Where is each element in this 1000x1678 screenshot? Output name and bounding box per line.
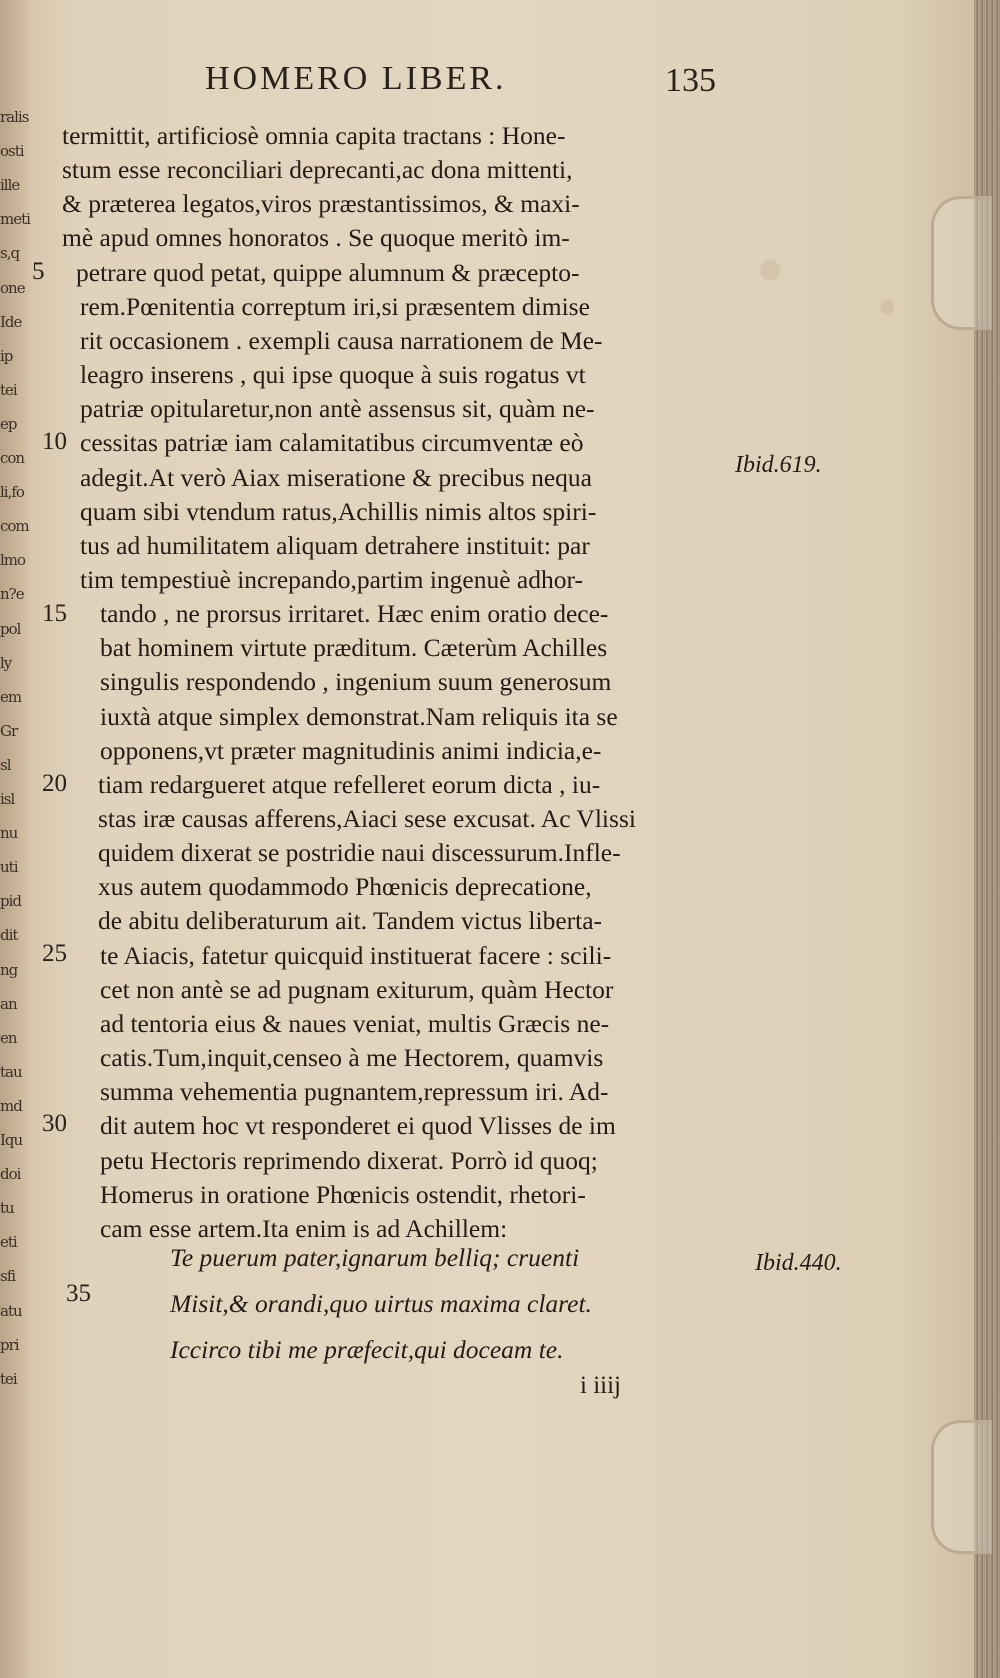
text-line: & præterea legatos,viros præstantissimos, & maxi- xyxy=(62,189,580,219)
facing-page-fragment: tu xyxy=(0,1199,14,1218)
facing-page-fragment: tau xyxy=(0,1062,22,1081)
facing-page-fragment: Gr xyxy=(0,721,18,740)
facing-page-fragment: pri xyxy=(0,1335,19,1354)
facing-page-fragment: lmo xyxy=(0,551,26,570)
facing-page-fragment: em xyxy=(0,687,22,706)
margin-note: Ibid.440. xyxy=(755,1250,842,1276)
facing-page-fragment: isl xyxy=(0,790,15,808)
facing-page-fragment: con xyxy=(0,449,25,467)
margin-note: Ibid.619. xyxy=(735,452,822,478)
text-line: Homerus in oratione Phœnicis ostendit, rhetori- xyxy=(100,1179,586,1209)
line-number: 25 xyxy=(42,940,67,967)
text-line: summa vehementia pugnantem,repressum iri. Ad- xyxy=(100,1077,609,1107)
text-line: tando , ne prorsus irritaret. Hæc enim oratio dece- xyxy=(100,599,609,629)
facing-page-fragment: en xyxy=(0,1028,17,1047)
line-number: 35 xyxy=(66,1280,91,1307)
facing-page-fragment: ralis xyxy=(0,108,29,126)
text-line: rit occasionem . exempli causa narrationem de Me- xyxy=(80,325,603,355)
facing-page-fragment: ly xyxy=(0,653,12,672)
text-line: cessitas patriæ iam calamitatibus circumventæ eò xyxy=(80,428,584,458)
text-line: cet non antè se ad pugnam exiturum, quàm Hector xyxy=(100,974,614,1004)
verse-line: Misit,& orandi,quo uirtus maxima claret. xyxy=(170,1289,592,1318)
text-line: rem.Pœnitentia correptum iri,si præsentem dimise xyxy=(80,291,590,321)
facing-page-fragment: tei xyxy=(0,380,17,399)
facing-page-fragment: ip xyxy=(0,346,13,365)
facing-page-fragment: tei xyxy=(0,1369,17,1388)
facing-page-fragment: sfi xyxy=(0,1267,16,1286)
text-line: dit autem hoc vt responderet ei quod Vlisses de im xyxy=(100,1111,616,1141)
paper-stain xyxy=(880,300,894,314)
facing-page-fragment: dit xyxy=(0,926,18,945)
text-line: te Aiacis, fatetur quicquid instituerat facere : scili- xyxy=(100,940,612,970)
clasp-bottom xyxy=(931,1420,992,1554)
facing-page-fragment: osti xyxy=(0,142,24,161)
facing-page-fragment: eti xyxy=(0,1233,17,1252)
facing-page-fragment: li,fo xyxy=(0,483,24,502)
text-line: xus autem quodammodo Phœnicis deprecatione, xyxy=(98,872,592,902)
facing-page-fragment: com xyxy=(0,517,29,536)
facing-page-fragment: s,q xyxy=(0,244,20,263)
text-line: tiam redargueret atque refelleret eorum dicta , iu- xyxy=(98,769,601,799)
text-line: quidem dixerat se postridie naui discessurum.Infle- xyxy=(98,838,621,868)
paper-stain xyxy=(760,260,780,280)
text-line: de abitu deliberaturum ait. Tandem victus liberta- xyxy=(98,906,603,936)
facing-page-fragment: pid xyxy=(0,892,22,911)
page-number: 135 xyxy=(665,62,716,99)
text-line: stum esse reconciliari deprecanti,ac dona mittenti, xyxy=(62,155,573,185)
text-line: petrare quod petat, quippe alumnum & præcepto- xyxy=(76,257,580,287)
facing-page-gutter xyxy=(0,0,32,1678)
verse-line: Iccirco tibi me præfecit,qui doceam te. xyxy=(170,1335,564,1364)
running-header: HOMERO LIBER. xyxy=(205,60,507,97)
text-line: singulis respondendo , ingenium suum generosum xyxy=(100,667,612,697)
text-line: adegit.At verò Aiax miseratione & precibus nequa xyxy=(80,462,592,492)
text-line: petu Hectoris reprimendo dixerat. Porrò id quoq; xyxy=(100,1145,598,1175)
text-line: stas iræ causas afferens,Aiaci sese excusat. Ac Vlissi xyxy=(98,804,636,833)
text-line: mè apud omnes honoratos . Se quoque meritò im- xyxy=(62,223,570,253)
clasp-top xyxy=(931,196,992,330)
facing-page-fragment: ng xyxy=(0,960,18,979)
line-number: 5 xyxy=(32,258,45,285)
text-line: bat hominem virtute præditum. Cæterùm Achilles xyxy=(100,633,608,663)
facing-page-fragment: Iqu xyxy=(0,1131,23,1149)
text-line: patriæ opitularetur,non antè assensus sit, quàm ne- xyxy=(80,394,595,424)
line-number: 20 xyxy=(42,770,67,797)
text-line: tus ad humilitatem aliquam detrahere instituit: par xyxy=(80,530,590,560)
text-line: quam sibi vtendum ratus,Achillis nimis altos spiri- xyxy=(80,496,597,526)
text-line: iuxtà atque simplex demonstrat.Nam reliquis ita se xyxy=(100,701,618,731)
facing-page-fragment: nu xyxy=(0,824,18,843)
text-line: termittit, artificiosè omnia capita tractans : Hone- xyxy=(62,121,566,150)
facing-page-fragment: n?e xyxy=(0,585,24,604)
facing-page-fragment: atu xyxy=(0,1301,22,1320)
facing-page-fragment: pol xyxy=(0,619,21,638)
facing-page-fragment: sl xyxy=(0,755,11,774)
text-line: cam esse artem.Ita enim is ad Achillem: xyxy=(100,1213,508,1243)
facing-page-fragment: ep xyxy=(0,414,17,433)
text-line: opponens,vt præter magnitudinis animi indicia,e- xyxy=(100,735,602,765)
text-line: leagro inserens , qui ipse quoque à suis rogatus vt xyxy=(80,360,586,390)
verse-line: Te puerum pater,ignarum belliq; cruenti xyxy=(170,1243,580,1272)
facing-page-fragment: meti xyxy=(0,210,30,229)
line-number: 10 xyxy=(42,428,67,455)
facing-page-fragment: uti xyxy=(0,858,18,877)
facing-page-fragment: doi xyxy=(0,1165,21,1184)
facing-page-fragment: one xyxy=(0,278,25,297)
signature-mark: i iiij xyxy=(580,1372,621,1399)
facing-page-fragment: md xyxy=(0,1096,22,1115)
text-line: tim tempestiuè increpando,partim ingenuè adhor- xyxy=(80,564,583,594)
facing-page-fragment: Ide xyxy=(0,312,22,331)
line-number: 30 xyxy=(42,1110,67,1137)
text-line: ad tentoria eius & naues veniat, multis Græcis ne- xyxy=(100,1008,610,1038)
text-line: catis.Tum,inquit,censeo à me Hectorem, quamvis xyxy=(100,1043,604,1073)
facing-page-fragment: an xyxy=(0,994,17,1013)
line-number: 15 xyxy=(42,600,67,627)
facing-page-fragment: ille xyxy=(0,176,20,195)
